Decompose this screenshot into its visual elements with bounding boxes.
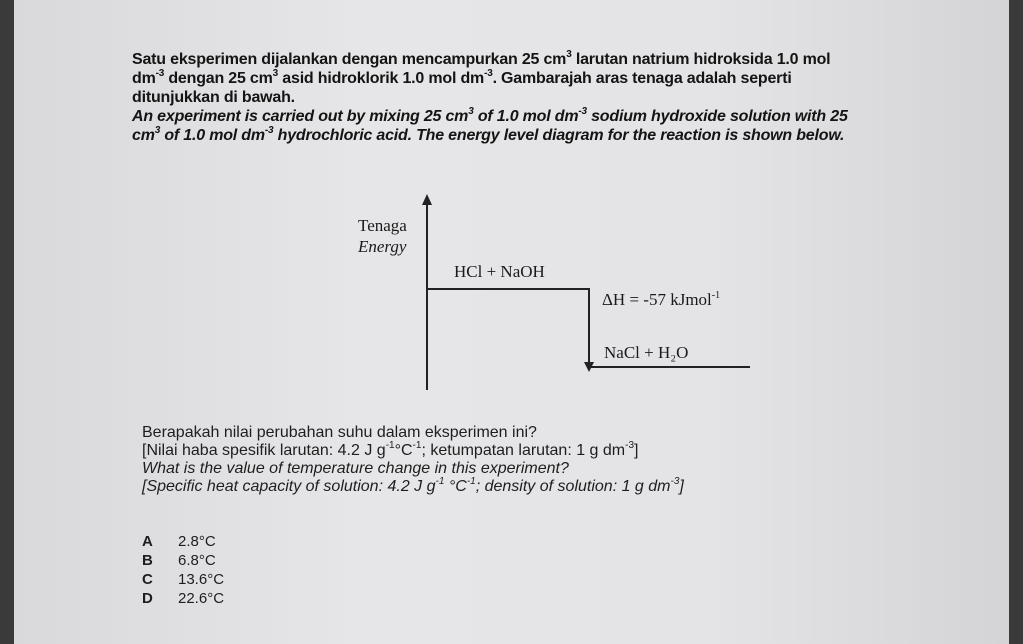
- intro-text: asid hidroklorik 1.0 mol dm: [278, 70, 485, 87]
- answer-options: [142, 532, 224, 608]
- note-text: ]: [634, 442, 639, 459]
- superscript: -3: [578, 106, 587, 117]
- note-text: [Specific heat capacity of solution: 4.2 J g: [142, 478, 436, 495]
- enthalpy-change-line: [588, 288, 590, 366]
- option-c[interactable]: [142, 570, 224, 589]
- intro-text: hydrochloric acid. The energy level diagram for the reaction is shown below.: [273, 127, 845, 144]
- question-note-english: [142, 478, 922, 496]
- note-text: ]: [679, 478, 684, 495]
- intro-malay: [132, 50, 982, 107]
- question-english: What is the value of temperature change in this experiment?: [142, 460, 569, 477]
- question-note-malay: [142, 442, 922, 460]
- option-d[interactable]: [142, 589, 224, 608]
- products-label: NaCl + H₂O: [604, 343, 689, 362]
- note-text: °C: [394, 442, 413, 459]
- reactants-level: [428, 288, 590, 290]
- question-intro: [132, 50, 982, 145]
- intro-text: of 1.0 mol dm: [473, 108, 579, 125]
- superscript: -3: [484, 68, 493, 79]
- axis-label-malay: Tenaga: [358, 216, 407, 235]
- option-text: 2.8°C: [178, 533, 216, 550]
- option-letter: C: [142, 571, 153, 588]
- superscript: 3: [154, 125, 161, 136]
- option-letter: A: [142, 533, 153, 550]
- intro-text: dengan 25 cm: [164, 70, 273, 87]
- note-text: [Nilai haba spesifik larutan: 4.2 J g: [142, 442, 386, 459]
- intro-text: . Gambarajah aras tenaga adalah seperti: [492, 70, 792, 87]
- intro-text: sodium hydroxide solution with 25: [586, 108, 848, 125]
- superscript: -3: [264, 125, 274, 136]
- option-b[interactable]: [142, 551, 224, 570]
- question-malay: Berapakah nilai perubahan suhu dalam eksperimen ini?: [142, 424, 537, 441]
- option-text: 22.6°C: [178, 590, 225, 607]
- superscript: 3: [272, 68, 279, 79]
- superscript: -3: [670, 476, 680, 487]
- reactants-label: HCl + NaOH: [454, 262, 545, 281]
- superscript: 3: [566, 49, 572, 60]
- option-letter: B: [142, 552, 153, 569]
- option-text: 6.8°C: [178, 552, 216, 569]
- axis-label-english: Energy: [358, 237, 407, 256]
- intro-text: ditunjukkan di bawah.: [132, 89, 295, 106]
- superscript: 3: [468, 106, 474, 117]
- intro-text: cm: [132, 127, 155, 144]
- note-text: ; density of solution: 1 g dm: [475, 478, 671, 495]
- intro-text: Satu eksperimen dijalankan dengan mencampurkan 25 cm: [132, 51, 567, 68]
- option-text: 13.6°C: [178, 571, 225, 588]
- worksheet-page: [14, 0, 1009, 644]
- intro-text: larutan natrium hidroksida 1.0 mol: [571, 51, 831, 68]
- superscript: -1: [385, 440, 395, 451]
- superscript: -1: [711, 290, 721, 301]
- superscript: -1: [435, 476, 445, 487]
- enthalpy-label: [602, 290, 720, 310]
- note-text: ; ketumpatan larutan: 1 g dm: [421, 442, 626, 459]
- superscript: -3: [625, 440, 635, 451]
- note-text: °C: [444, 478, 467, 495]
- superscript: -1: [412, 440, 422, 451]
- intro-text: of 1.0 mol dm: [160, 127, 265, 144]
- superscript: -1: [466, 476, 476, 487]
- question-text: [142, 424, 922, 496]
- enthalpy-value: ΔH = -57 kJmol: [602, 290, 712, 309]
- superscript: -3: [155, 68, 165, 79]
- option-letter: D: [142, 590, 153, 607]
- intro-english: [132, 107, 982, 145]
- option-a[interactable]: [142, 532, 224, 551]
- intro-text: An experiment is carried out by mixing 25 cm: [132, 108, 469, 125]
- products-level: [588, 366, 750, 368]
- energy-axis: [426, 202, 428, 390]
- energy-level-diagram: [344, 190, 784, 405]
- intro-text: dm: [132, 70, 156, 87]
